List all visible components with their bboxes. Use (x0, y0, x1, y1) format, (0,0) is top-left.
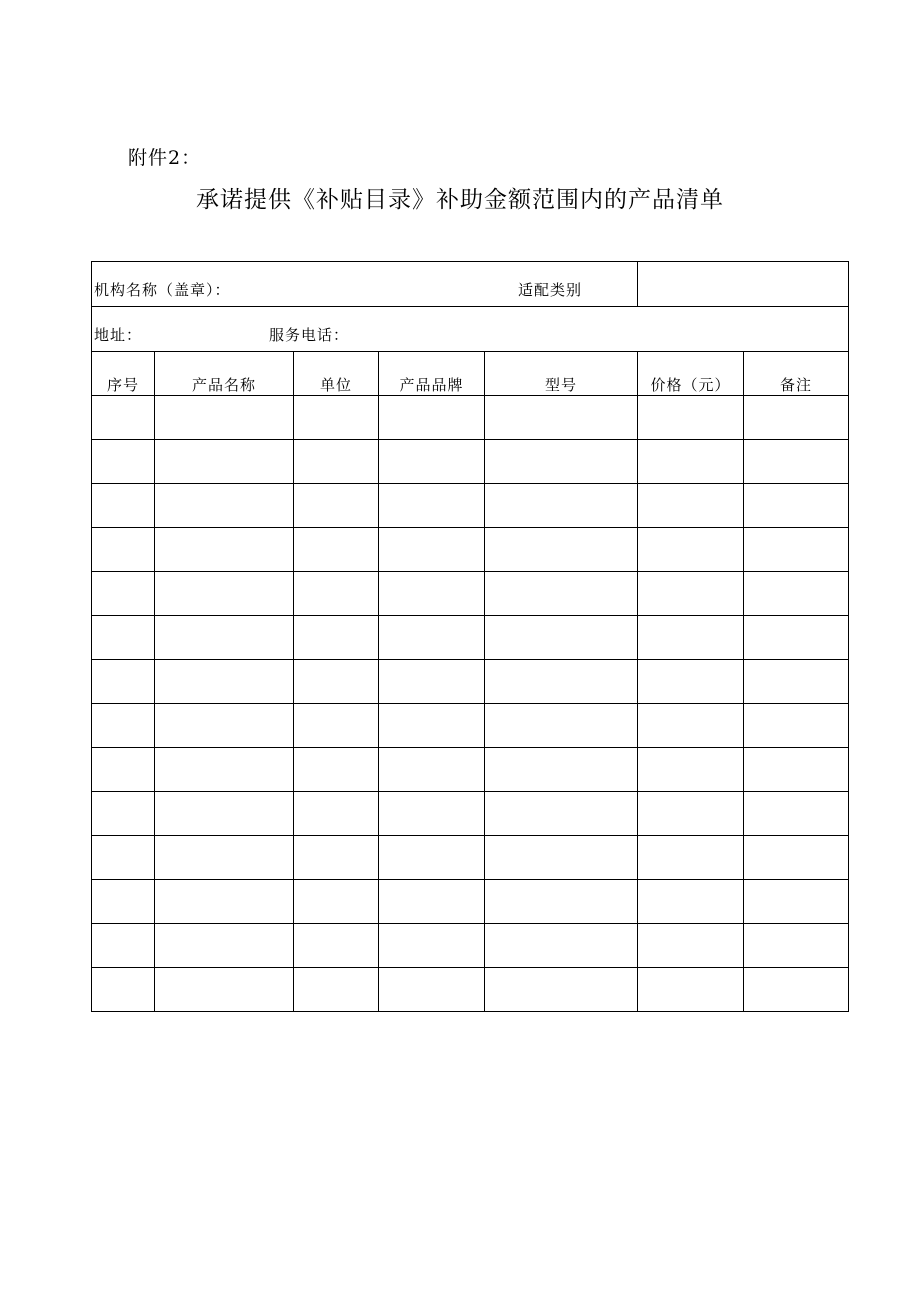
cell-model[interactable] (485, 484, 638, 528)
cell-unit[interactable] (294, 528, 379, 572)
cell-product-name[interactable] (155, 616, 294, 660)
table-row (92, 924, 849, 968)
cell-price[interactable] (638, 396, 744, 440)
cell-price[interactable] (638, 616, 744, 660)
cell-model[interactable] (485, 880, 638, 924)
cell-unit[interactable] (294, 704, 379, 748)
cell-price[interactable] (638, 792, 744, 836)
cell-remarks[interactable] (744, 396, 849, 440)
cell-unit[interactable] (294, 792, 379, 836)
cell-brand[interactable] (379, 792, 485, 836)
cell-remarks[interactable] (744, 748, 849, 792)
cell-index[interactable] (92, 792, 155, 836)
org-row (92, 262, 849, 307)
cell-product-name[interactable] (155, 792, 294, 836)
cell-brand[interactable] (379, 396, 485, 440)
cell-index[interactable] (92, 660, 155, 704)
category-value-cell[interactable] (638, 262, 849, 307)
cell-brand[interactable] (379, 924, 485, 968)
table-row (92, 748, 849, 792)
table-row (92, 704, 849, 748)
cell-price[interactable] (638, 660, 744, 704)
cell-model[interactable] (485, 572, 638, 616)
attachment-label: 附件2： (128, 147, 202, 169)
column-header-remarks: 备注 (744, 352, 849, 396)
cell-unit[interactable] (294, 968, 379, 1012)
cell-remarks[interactable] (744, 616, 849, 660)
address-cell[interactable] (92, 307, 849, 352)
column-header-price: 价格（元） (638, 352, 744, 396)
cell-brand[interactable] (379, 704, 485, 748)
cell-brand[interactable] (379, 836, 485, 880)
cell-product-name[interactable] (155, 396, 294, 440)
cell-brand[interactable] (379, 616, 485, 660)
cell-remarks[interactable] (744, 660, 849, 704)
cell-price[interactable] (638, 836, 744, 880)
cell-price[interactable] (638, 968, 744, 1012)
column-header-brand: 产品品牌 (379, 352, 485, 396)
org-name-cell[interactable] (92, 262, 638, 307)
cell-brand[interactable] (379, 528, 485, 572)
address-label: 地址： (94, 326, 143, 344)
cell-model[interactable] (485, 616, 638, 660)
cell-brand[interactable] (379, 748, 485, 792)
phone-label: 服务电话： (269, 326, 350, 344)
cell-product-name[interactable] (155, 836, 294, 880)
cell-index[interactable] (92, 440, 155, 484)
cell-price[interactable] (638, 704, 744, 748)
cell-model[interactable] (485, 704, 638, 748)
cell-model[interactable] (485, 836, 638, 880)
cell-unit[interactable] (294, 396, 379, 440)
category-label: 适配类别 (518, 281, 583, 299)
table-row (92, 484, 849, 528)
table-header-row (92, 352, 849, 396)
cell-model[interactable] (485, 748, 638, 792)
cell-remarks[interactable] (744, 924, 849, 968)
column-header-model: 型号 (485, 352, 638, 396)
cell-price[interactable] (638, 484, 744, 528)
cell-price[interactable] (638, 440, 744, 484)
cell-brand[interactable] (379, 484, 485, 528)
cell-remarks[interactable] (744, 572, 849, 616)
cell-model[interactable] (485, 396, 638, 440)
cell-price[interactable] (638, 924, 744, 968)
table-row (92, 968, 849, 1012)
cell-index[interactable] (92, 836, 155, 880)
cell-unit[interactable] (294, 616, 379, 660)
table-row (92, 572, 849, 616)
table-row (92, 440, 849, 484)
cell-brand[interactable] (379, 880, 485, 924)
cell-price[interactable] (638, 572, 744, 616)
column-header-unit: 单位 (294, 352, 379, 396)
cell-index[interactable] (92, 484, 155, 528)
cell-index[interactable] (92, 528, 155, 572)
cell-remarks[interactable] (744, 440, 849, 484)
cell-brand[interactable] (379, 572, 485, 616)
cell-product-name[interactable] (155, 484, 294, 528)
cell-remarks[interactable] (744, 704, 849, 748)
cell-remarks[interactable] (744, 792, 849, 836)
page-title: 承诺提供《补贴目录》补助金额范围内的产品清单 (196, 187, 724, 213)
cell-product-name[interactable] (155, 440, 294, 484)
table-row (92, 880, 849, 924)
cell-model[interactable] (485, 968, 638, 1012)
cell-remarks[interactable] (744, 880, 849, 924)
cell-index[interactable] (92, 616, 155, 660)
cell-model[interactable] (485, 924, 638, 968)
cell-product-name[interactable] (155, 704, 294, 748)
cell-product-name[interactable] (155, 660, 294, 704)
address-row (92, 307, 849, 352)
cell-product-name[interactable] (155, 880, 294, 924)
cell-product-name[interactable] (155, 528, 294, 572)
cell-price[interactable] (638, 880, 744, 924)
product-list-table (91, 261, 849, 1012)
cell-price[interactable] (638, 528, 744, 572)
table-row (92, 836, 849, 880)
cell-model[interactable] (485, 660, 638, 704)
cell-remarks[interactable] (744, 968, 849, 1012)
cell-model[interactable] (485, 440, 638, 484)
cell-model[interactable] (485, 792, 638, 836)
cell-price[interactable] (638, 748, 744, 792)
cell-unit[interactable] (294, 440, 379, 484)
cell-index[interactable] (92, 748, 155, 792)
cell-index[interactable] (92, 924, 155, 968)
cell-index[interactable] (92, 968, 155, 1012)
cell-product-name[interactable] (155, 572, 294, 616)
cell-brand[interactable] (379, 660, 485, 704)
cell-unit[interactable] (294, 748, 379, 792)
cell-unit[interactable] (294, 660, 379, 704)
cell-product-name[interactable] (155, 968, 294, 1012)
cell-product-name[interactable] (155, 748, 294, 792)
table-row (92, 528, 849, 572)
cell-index[interactable] (92, 572, 155, 616)
cell-unit[interactable] (294, 880, 379, 924)
cell-unit[interactable] (294, 836, 379, 880)
table-body (92, 396, 849, 1012)
cell-unit[interactable] (294, 572, 379, 616)
cell-remarks[interactable] (744, 836, 849, 880)
table-row (92, 396, 849, 440)
cell-unit[interactable] (294, 484, 379, 528)
table-row (92, 660, 849, 704)
column-header-index: 序号 (92, 352, 155, 396)
org-name-label: 机构名称（盖章）： (94, 281, 231, 299)
cell-remarks[interactable] (744, 528, 849, 572)
cell-model[interactable] (485, 528, 638, 572)
table-row (92, 792, 849, 836)
cell-index[interactable] (92, 396, 155, 440)
cell-unit[interactable] (294, 924, 379, 968)
cell-index[interactable] (92, 704, 155, 748)
column-header-product-name: 产品名称 (155, 352, 294, 396)
cell-brand[interactable] (379, 968, 485, 1012)
cell-product-name[interactable] (155, 924, 294, 968)
cell-brand[interactable] (379, 440, 485, 484)
cell-remarks[interactable] (744, 484, 849, 528)
table-row (92, 616, 849, 660)
cell-index[interactable] (92, 880, 155, 924)
